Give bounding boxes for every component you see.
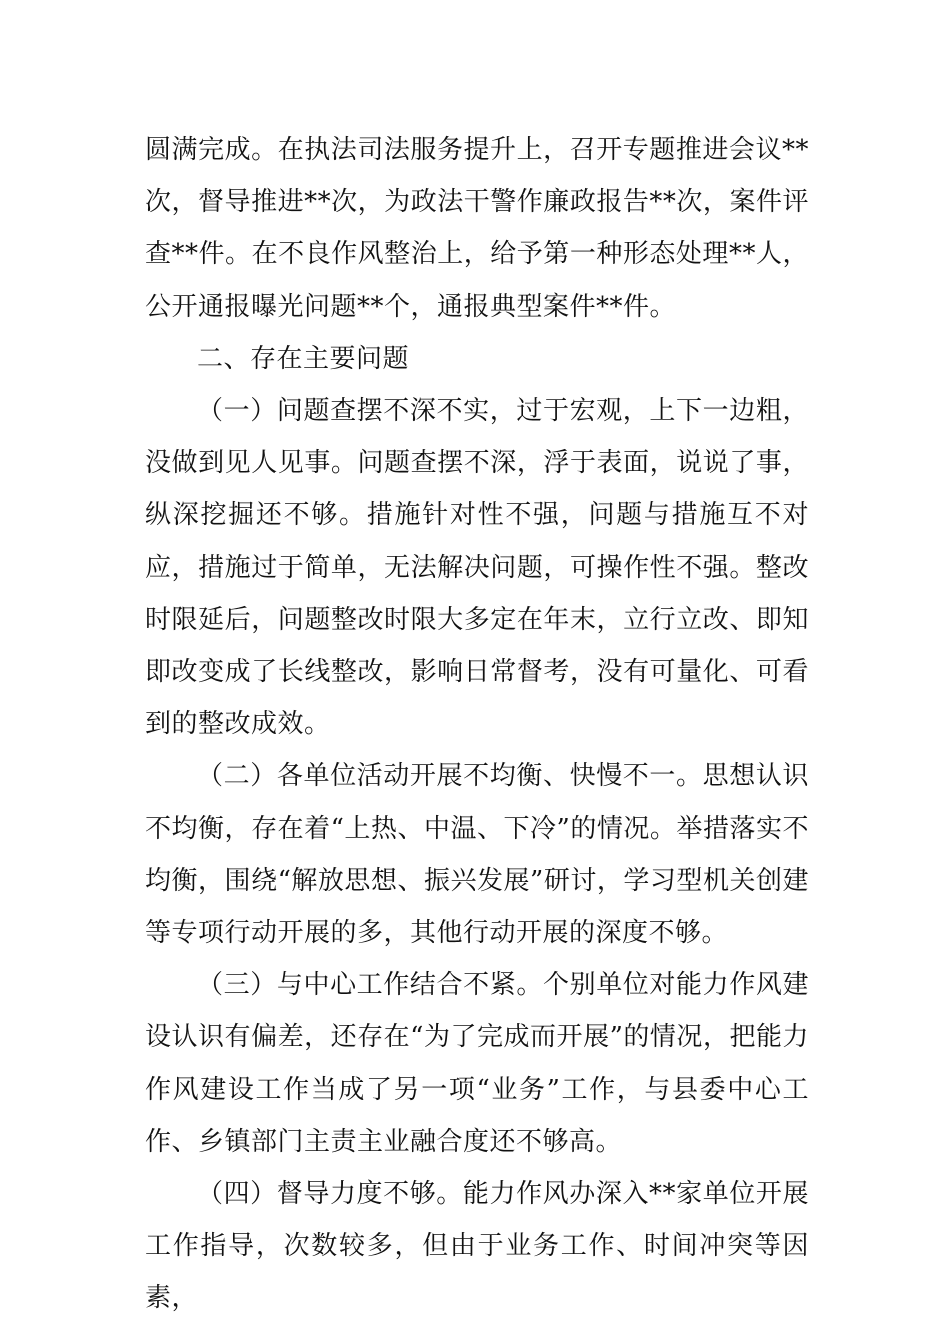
paragraph-problem-2: （二）各单位活动开展不均衡、快慢不一。思想认识不均衡，存在着“上热、中温、下冷”的情况。举措落实不均衡，围绕“解放思想、振兴发展”研讨，学习型机关创建等专项行动开展的多，其他行动开展的深度不够。 <box>145 761 809 949</box>
paragraph-problem-1: （一）问题查摆不深不实，过于宏观，上下一边粗，没做到见人见事。问题查摆不深，浮于表面，说说了事，纵深挖掘还不够。措施针对性不强，问题与措施互不对应，措施过于简单，无法解决问题，可操作性不强。整改时限延后，问题整改时限大多定在年末，立行立改、即知即改变成了长线整改，影响日常督考，没有可量化、可看到的整改成效。 <box>145 396 809 740</box>
paragraph-summary-continued: 圆满完成。在执法司法服务提升上，召开专题推进会议**次，督导推进**次，为政法干警作廉政报告**次，案件评查**件。在不良作风整治上，给予第一种形态处理**人，公开通报曝光问题**个，通报典型案件**件。 <box>145 135 809 322</box>
document-body <box>145 124 809 1325</box>
paragraph-problem-3: （三）与中心工作结合不紧。个别单位对能力作风建设认识有偏差，还存在“为了完成而开展”的情况，把能力作风建设工作当成了另一项“业务”工作，与县委中心工作、乡镇部门主责主业融合度还不够高。 <box>145 970 809 1157</box>
paragraph-problem-4: （四）督导力度不够。能力作风办深入**家单位开展工作指导，次数较多，但由于业务工作、时间冲突等因素， <box>145 1179 809 1314</box>
section-heading-main-problems: 二、存在主要问题 <box>197 343 410 374</box>
